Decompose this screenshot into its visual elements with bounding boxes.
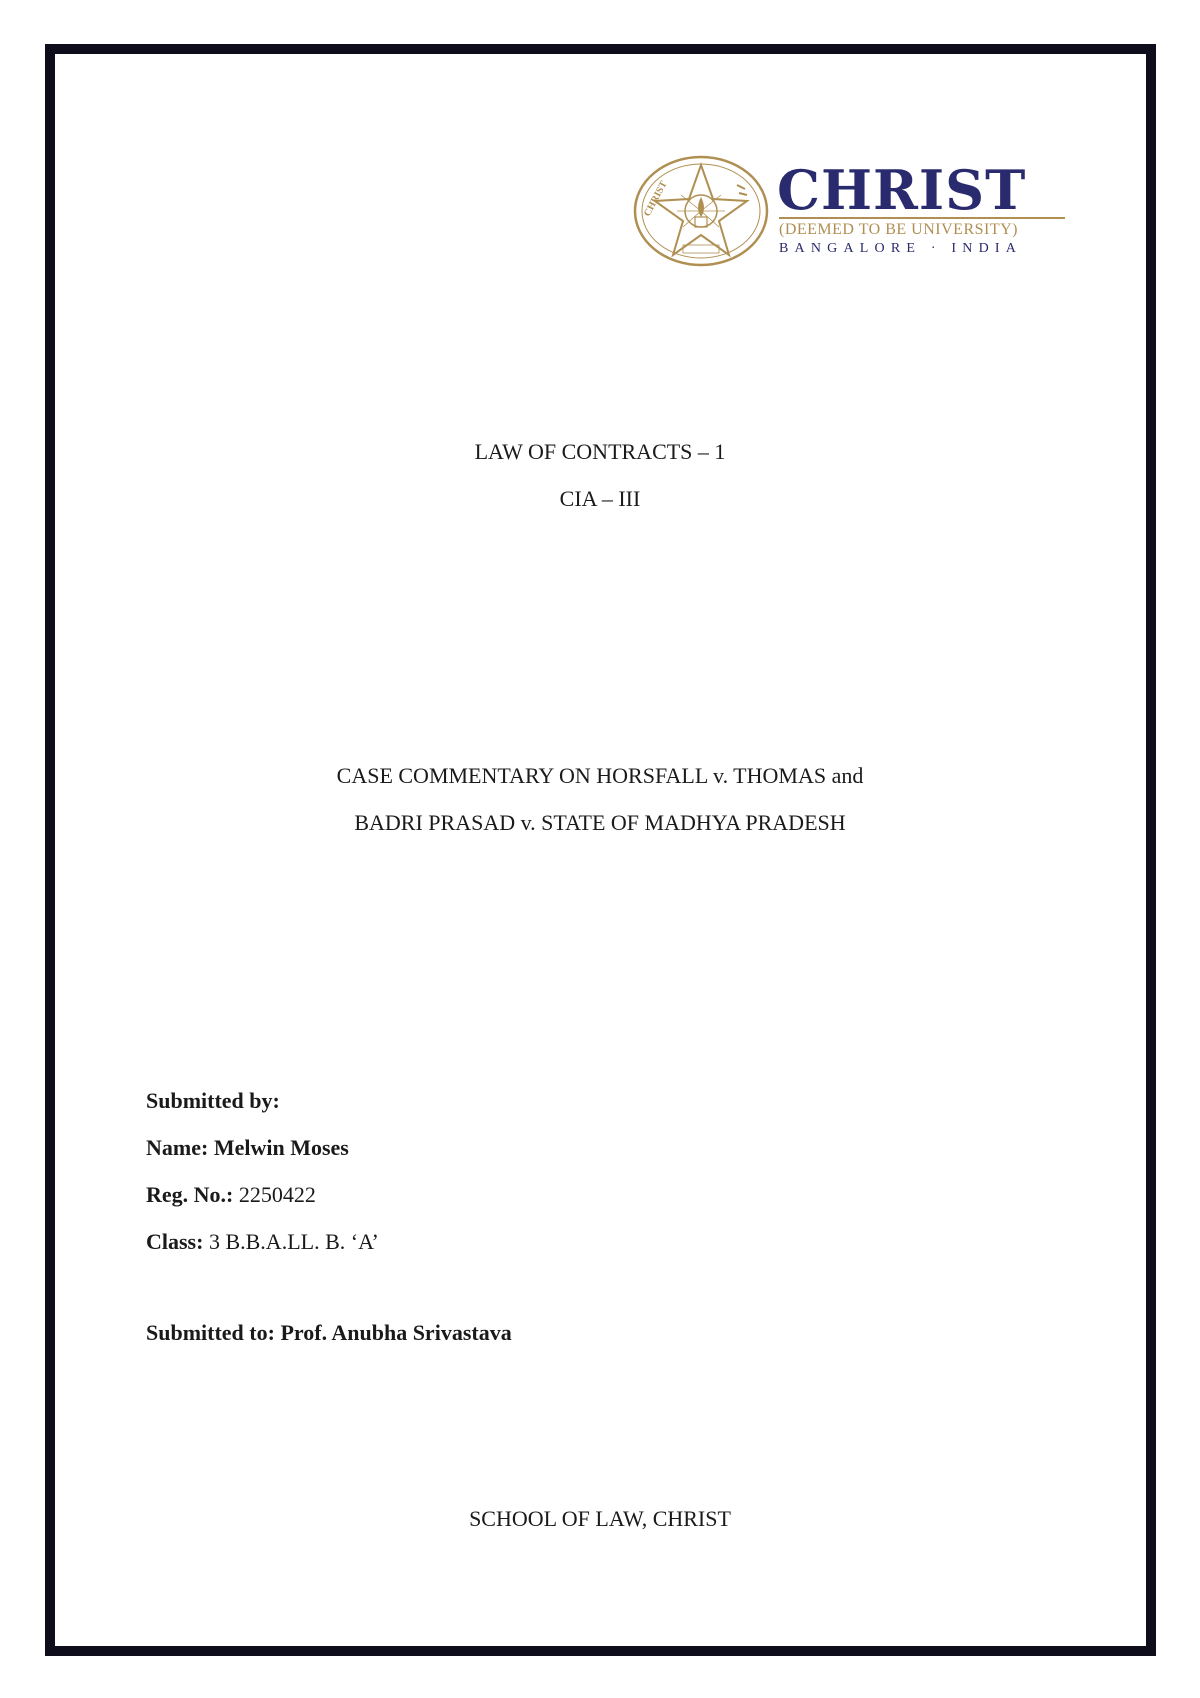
seal-text: CHRIST [641,179,670,219]
submitted-to-value: Prof. Anubha Srivastava [280,1320,512,1345]
reg-no-label: Reg. No.: [146,1182,234,1207]
logo-subtitle: (DEEMED TO BE UNIVERSITY) [779,217,1065,239]
submitted-by-heading [146,1090,280,1112]
school-name: SCHOOL OF LAW, CHRIST [469,1506,731,1531]
reg-no-row [146,1184,316,1206]
page-border [45,44,1156,1656]
class-label: Class: [146,1229,204,1254]
name-value: Melwin Moses [213,1135,349,1160]
university-seal-icon [633,155,769,267]
class-value: 3 B.B.A.LL. B. ‘A’ [208,1229,379,1254]
logo-location: BANGALORE · INDIA [779,241,1023,256]
class-row [146,1231,379,1253]
submitted-by-label: Submitted by: [146,1088,280,1113]
submitted-to-label: Submitted to: [146,1320,275,1345]
university-logo [633,155,1063,267]
commentary-title-line1: CASE COMMENTARY ON HORSFALL v. THOMAS and [336,763,864,788]
name-label: Name: [146,1135,209,1160]
assessment-title: CIA – III [559,486,641,511]
reg-no-value: 2250422 [238,1182,316,1207]
logo-wordmark: CHRIST [777,158,1027,222]
name-row [146,1137,349,1159]
submitted-to-row [146,1322,512,1344]
course-title: LAW OF CONTRACTS – 1 [474,439,726,464]
commentary-title-line2: BADRI PRASAD v. STATE OF MADHYA PRADESH [354,810,846,835]
